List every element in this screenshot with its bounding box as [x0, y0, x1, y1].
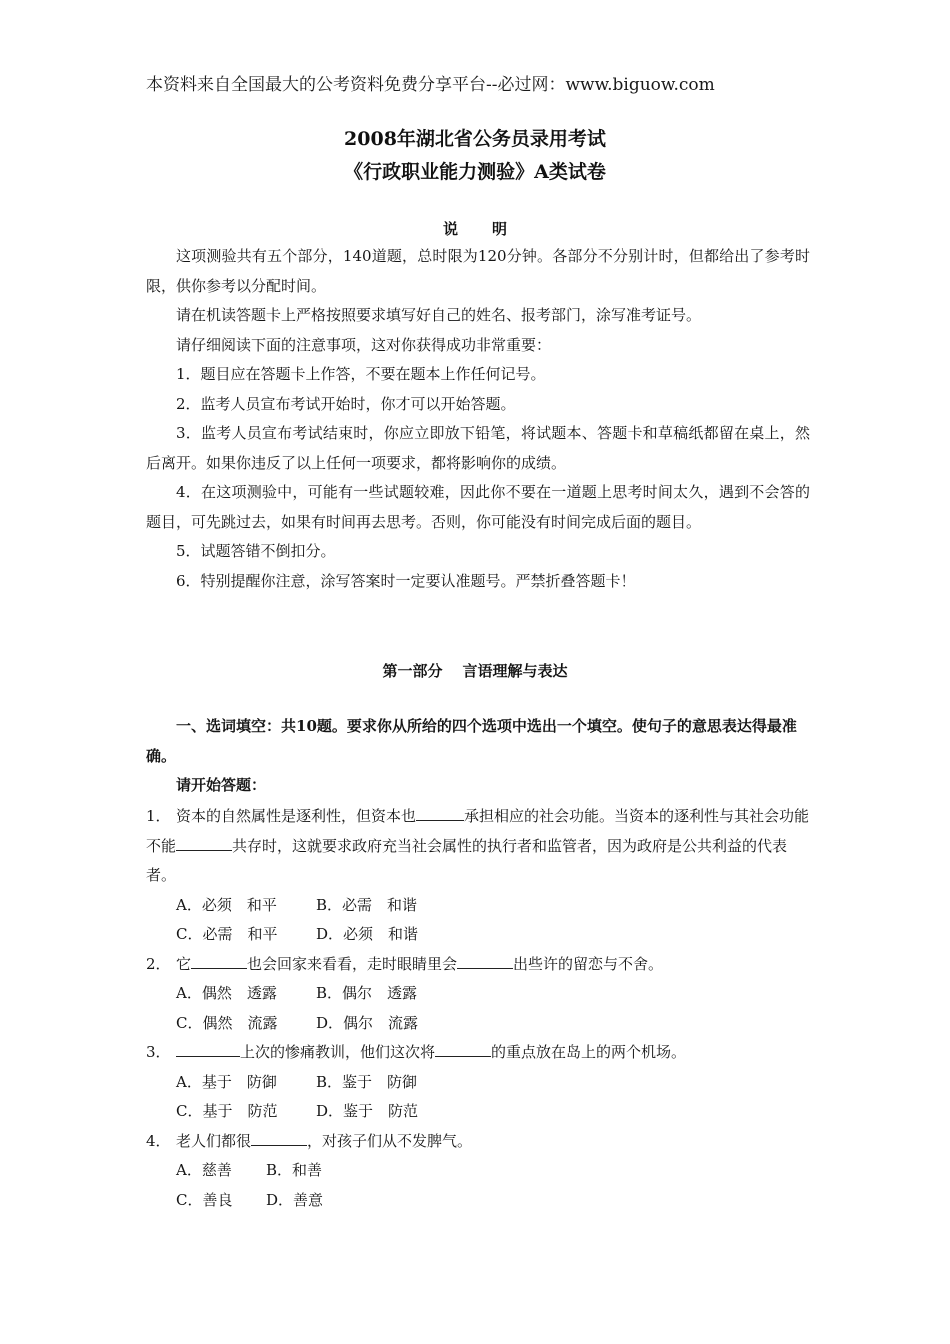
question-number: 1． [146, 807, 171, 825]
question-text: 资本的自然属性是逐利性，但资本也 [176, 807, 417, 825]
instruction-text: 一、选词填空：共10题。要求你从所给的四个选项中选出一个填空。使句子的意思表达得最准确。 [146, 717, 797, 765]
option: D．必须 和谐 [316, 925, 419, 943]
option-row [146, 1186, 810, 1216]
option: B．鉴于 防御 [316, 1072, 418, 1091]
explanation-heading [0, 218, 950, 239]
part1-heading [0, 660, 950, 681]
part1-heading-a: 第一部分 [382, 662, 443, 680]
option: C．善良 [176, 1190, 233, 1209]
question-text: 上次的惨痛教训，他们这次将 [240, 1043, 436, 1061]
option-row [146, 1097, 810, 1127]
question-list [146, 802, 810, 1215]
question-text: ，对孩子们从不发脾气。 [307, 1131, 473, 1150]
explanation-heading-b: 明 [492, 220, 508, 238]
option: D．善意 [266, 1190, 324, 1209]
option-row [146, 1156, 810, 1186]
option: D．偶尔 流露 [316, 1013, 419, 1032]
option: D．鉴于 防范 [316, 1102, 419, 1120]
fill-blank [176, 835, 232, 851]
fill-blank [416, 805, 464, 821]
fill-blank [176, 1041, 240, 1057]
option: A．基于 防御 [176, 1072, 277, 1091]
option-row [146, 920, 810, 950]
fill-blank [435, 1041, 491, 1057]
notice-item: 1．题目应在答题卡上作答，不要在题本上作任何记号。 [176, 365, 546, 383]
option: A．偶然 透露 [176, 984, 277, 1002]
option: C．必需 和平 [176, 925, 278, 943]
start-prompt: 请开始答题： [176, 776, 267, 794]
question-number: 2． [146, 954, 171, 973]
question-text: 共存时，这就要求政府充当社会属性的执行者和监管者，因为政府是公共利益的代表者。 [146, 836, 788, 884]
fill-blank [457, 953, 513, 969]
explanation-paragraph: 这项测验共有五个部分，140道题，总时限为120分钟。各部分不分别计时，但都给出了参考时限，供你参考以分配时间。 [146, 247, 810, 295]
question-number: 3． [146, 1043, 171, 1061]
explanation-paragraph: 请在机读答题卡上严格按照要求填写好自己的姓名、报考部门，涂写准考证号。 [176, 306, 702, 324]
fill-blank [191, 953, 247, 969]
question [146, 950, 810, 980]
notice-item: 4．在这项测验中，可能有一些试题较难，因此你不要在一道题上思考时间太久，遇到不会答的题目，可先跳过去，如果有时间再去思考。否则，你可能没有时间完成后面的题目。 [146, 483, 810, 531]
question-text: 的重点放在岛上的两个机场。 [491, 1043, 687, 1061]
option: B．必需 和谐 [316, 895, 418, 914]
question [146, 1127, 810, 1157]
question-text: 承担相应的社会功能。当资本的逐利性与其社会功能不能 [146, 807, 810, 855]
part1-heading-b: 言语理解与表达 [462, 662, 568, 680]
option: B．和善 [266, 1161, 323, 1179]
option-row [146, 979, 810, 1009]
question-text: 出些许的留恋与不舍。 [513, 954, 664, 973]
explanation-heading-a: 说 [442, 220, 458, 238]
notice-item: 5．试题答错不倒扣分。 [176, 542, 336, 560]
notice-item: 6．特别提醒你注意，涂写答案时一定要认准题号。严禁折叠答题卡！ [176, 571, 636, 590]
exam-subtitle: 《行政职业能力测验》A类试卷 [344, 161, 606, 183]
option: A．慈善 [176, 1161, 232, 1179]
question-number: 4． [146, 1131, 171, 1150]
option-row [146, 891, 810, 921]
option-row [146, 1009, 810, 1039]
option: A．必须 和平 [176, 895, 277, 914]
notice-item: 2．监考人员宣布考试开始时，你才可以开始答题。 [176, 394, 516, 413]
fill-blank [251, 1130, 307, 1146]
notice-item: 3．监考人员宣布考试结束时，你应立即放下铅笔，将试题本、答题卡和草稿纸都留在桌上，然后离开。如果你违反了以上任何一项要求，都将影响你的成绩。 [146, 424, 810, 472]
option: B．偶尔 透露 [316, 984, 418, 1002]
question [146, 802, 810, 891]
part1-instructions [146, 712, 810, 801]
question [146, 1038, 810, 1068]
option: C．基于 防范 [176, 1102, 278, 1120]
exam-title: 2008年湖北省公务员录用考试 [344, 128, 606, 150]
explanation-paragraph: 请仔细阅读下面的注意事项，这对你获得成功非常重要： [176, 335, 552, 354]
source-header: 本资料来自全国最大的公考资料免费分享平台--必过网：www.biguow.com [146, 75, 715, 95]
option: C．偶然 流露 [176, 1013, 278, 1032]
question-text: 也会回家来看看，走时眼睛里会 [247, 954, 458, 973]
question-text: 它 [176, 954, 192, 973]
question-text: 老人们都很 [176, 1131, 252, 1150]
option-row [146, 1068, 810, 1098]
explanation-body [146, 242, 810, 596]
